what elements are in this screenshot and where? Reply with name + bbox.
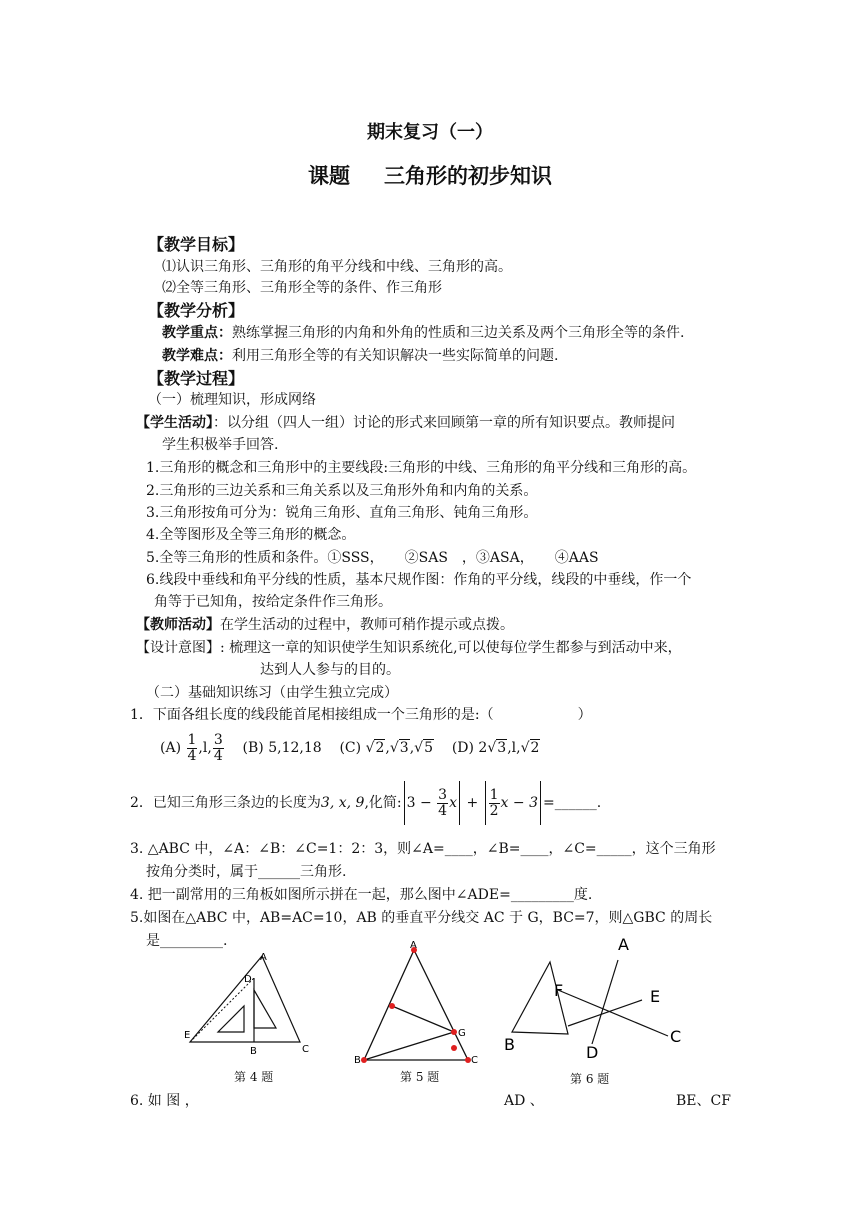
question-2-vars: 3, x, 9 [320, 795, 365, 811]
part1-heading: （一）梳理知识，形成网络 [148, 392, 316, 408]
student-activity [136, 412, 675, 432]
fig6-label-c: C [670, 1027, 682, 1046]
sqrt: √3 [487, 740, 507, 756]
lesson-label: 课题 [308, 164, 350, 188]
figure-6-diagram [498, 932, 698, 1064]
design-intent-label: 【设计意图】 [136, 640, 220, 656]
question-6-end: BE、CF [676, 1093, 731, 1109]
question-4: 4. 把一副常用的三角板如图所示拼在一起，那么图中∠ADE=_________度. [130, 887, 593, 903]
fig4-label-e: E [184, 1030, 191, 1041]
sqrt: √3 [389, 740, 409, 756]
fig5-dot [451, 1029, 457, 1035]
fig6-label-d: D [586, 1043, 599, 1062]
fig5-label-c: C [471, 1055, 478, 1065]
sqrt: √2 [365, 740, 385, 756]
fig6-label-e: E [650, 987, 661, 1006]
figure-4-caption: 第 4 题 [234, 1070, 274, 1084]
key-point-text: 熟练掌握三角形的内角和外角的性质和三边关系及两个三角形全等的条件. [232, 325, 685, 341]
fig4-label-c: C [302, 1044, 309, 1055]
question-5-cont: 是_________. [146, 933, 228, 949]
fig5-dot [361, 1057, 367, 1063]
fraction: $\frac{1}{2}$ [489, 786, 499, 819]
student-activity-text: ：以分组（四人一组）讨论的形式来回顾第一章的所有知识要点。教师提问 [213, 415, 675, 431]
knowledge-item: 4.全等图形及全等三角形的概念。 [146, 527, 356, 543]
fraction: $\frac{3}{4}$ [213, 731, 223, 764]
design-intent [136, 637, 682, 657]
knowledge-item: 5.全等三角形的性质和条件。①SSS， ②SAS ，③ASA， ④AAS [146, 550, 599, 566]
figure-5-diagram [350, 940, 490, 1065]
goal-item: ⑴认识三角形、三角形的角平分线和中线、三角形的高。 [162, 259, 512, 275]
lesson-topic: 三角形的初步知识 [384, 164, 552, 188]
figure-4-diagram [180, 948, 320, 1058]
fig5-dot [389, 1003, 395, 1009]
goals-heading: 【教学目标】 [148, 235, 245, 254]
knowledge-item: 6.线段中垂线和角平分线的性质，基本尺规作图：作角的平分线，线段的中垂线，作一个 [146, 572, 692, 588]
question-1-options: (A) $\frac{1}{4}$ ,l, $\frac{3}{4}$ (B) 5,12,18 (C) √2,√3,√5 (D) 2√3,l,√2 [160, 726, 540, 770]
sqrt: √2 [520, 740, 540, 756]
figure-5-caption: 第 5 题 [400, 1070, 440, 1084]
teacher-activity-text: 在学生活动的过程中，教师可稍作提示或点拨。 [220, 617, 514, 633]
key-point [162, 322, 684, 342]
analysis-heading: 【教学分析】 [148, 301, 245, 320]
fig5-dot [451, 1045, 457, 1051]
fig6-label-a: A [618, 935, 629, 954]
difficulty-label: 教学难点： [162, 348, 232, 364]
part2-heading: （二）基础知识练习（由学生独立完成） [146, 685, 398, 701]
question-3-cont: 按角分类时，属于______三角形. [146, 864, 347, 880]
fig6-label-f: F [554, 981, 564, 1000]
design-intent-cont: 达到人人参与的目的。 [260, 662, 400, 678]
page-title: 期末复习（一） [367, 122, 493, 143]
fig5-label-a: A [410, 940, 417, 951]
question-2: 2．已知三角形三条边的长度为3, x, 9,化简: 3 − $\frac{3}{4}$ x + $\frac{1}{2}$ x − 3 =______. [130, 780, 601, 826]
question-6-mid: AD 、 [504, 1093, 544, 1109]
question-6-start: 6. 如 图 ， [130, 1093, 199, 1109]
difficulty-point [162, 345, 558, 365]
figure-6-caption: 第 6 题 [570, 1072, 610, 1086]
question-1: 1．下面各组长度的线段能首尾相接组成一个三角形的是:（ ） [130, 707, 592, 723]
option-a-label: (A) [160, 740, 182, 756]
knowledge-item: 2.三角形的三边关系和三角关系以及三角形外角和内角的关系。 [146, 483, 538, 499]
process-heading: 【教学过程】 [148, 369, 245, 388]
fig5-label-b: B [354, 1055, 361, 1065]
sqrt: √5 [414, 740, 433, 756]
fig4-label-b: B [250, 1046, 257, 1057]
fraction: $\frac{1}{4}$ [187, 731, 197, 764]
student-activity-cont: 学生积极举手回答. [162, 437, 279, 453]
fig4-label-a: A [260, 952, 267, 963]
option-c-label: (C) [339, 740, 362, 756]
option-b: (B) 5,12,18 [242, 740, 322, 756]
question-5: 5.如图在△ABC 中，AB=AC=10，AB 的垂直平分线交 AC 于 G，BC=7，则△GBC 的周长 [130, 910, 713, 926]
design-intent-text: : 梳理这一章的知识使学生知识系统化,可以使每位学生都参与到活动中来， [220, 640, 682, 656]
knowledge-item: 角等于已知角，按给定条件作三角形。 [154, 594, 392, 610]
fig6-label-b: B [504, 1035, 515, 1054]
student-activity-label: 【学生活动】 [136, 415, 213, 431]
knowledge-item: 1.三角形的概念和三角形中的主要线段:三角形的中线、三角形的角平分线和三角形的高。 [146, 460, 697, 476]
teacher-activity-label: 【教师活动】 [136, 617, 220, 633]
fig4-label-d: D [244, 974, 252, 985]
question-3: 3. △ABC 中，∠A：∠B：∠C=1：2：3，则∠A=____，∠B=____，∠C=_____，这个三角形 [130, 841, 716, 857]
goal-item: ⑵全等三角形、三角形全等的条件、作三角形 [162, 280, 442, 296]
difficulty-text: 利用三角形全等的有关知识解决一些实际简单的问题. [232, 348, 559, 364]
question-2-prefix: 2．已知三角形三条边的长度为 [130, 795, 321, 811]
fraction: $\frac{3}{4}$ [438, 786, 448, 819]
key-point-label: 教学重点： [162, 325, 232, 341]
lesson-title [0, 160, 860, 190]
knowledge-item: 3.三角形按角可分为：锐角三角形、直角三角形、钝角三角形。 [146, 505, 538, 521]
option-d-label: (D) [451, 740, 474, 756]
teacher-activity [136, 614, 514, 634]
fig5-label-g: G [458, 1028, 466, 1039]
